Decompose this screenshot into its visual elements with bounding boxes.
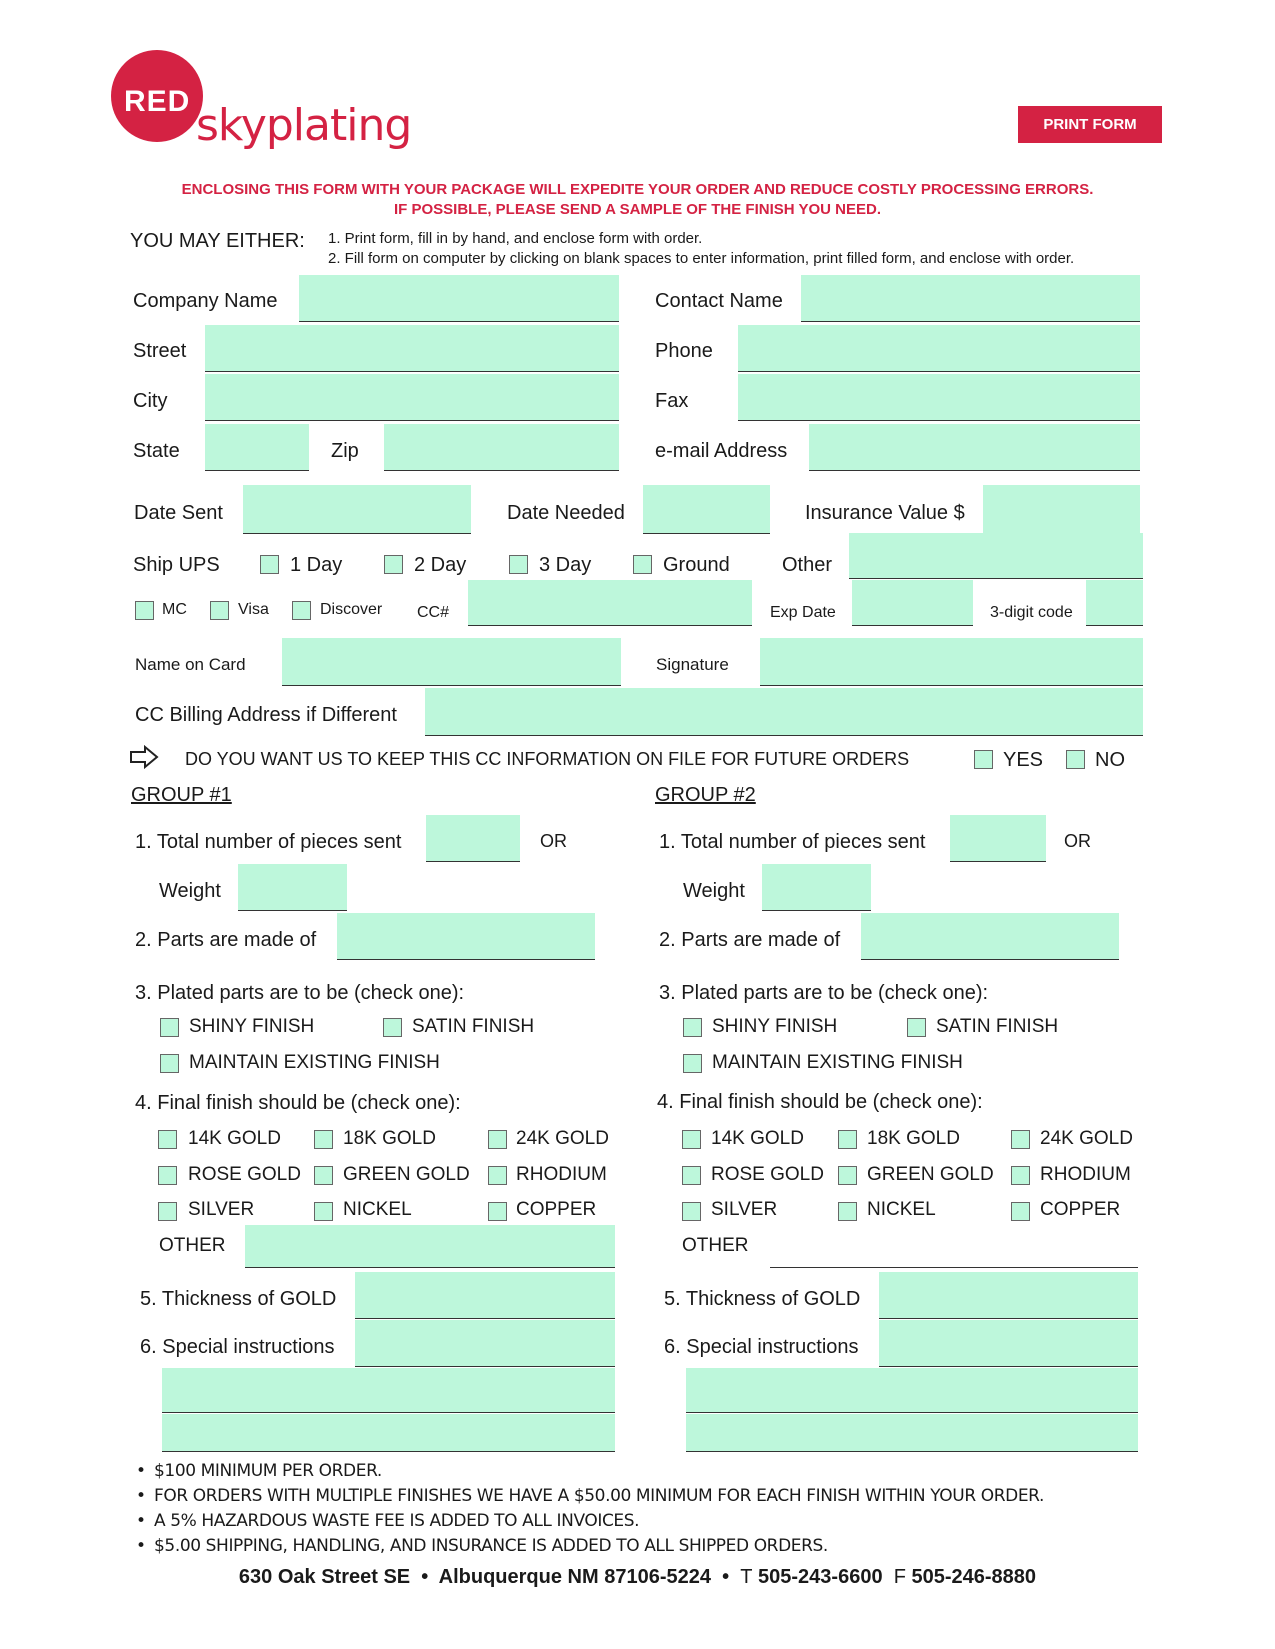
group2-rhodium-label: RHODIUM bbox=[1040, 1164, 1131, 1185]
cvv-field[interactable] bbox=[1086, 580, 1143, 626]
group2-maintain-checkbox[interactable] bbox=[683, 1054, 702, 1073]
group1-silver-label: SILVER bbox=[188, 1199, 255, 1220]
group1-satin-checkbox[interactable] bbox=[383, 1018, 402, 1037]
group2-thickness-label: 5. Thickness of GOLD bbox=[664, 1288, 861, 1310]
group1-copper-checkbox[interactable] bbox=[488, 1202, 507, 1221]
group1-special-field-2[interactable] bbox=[162, 1368, 615, 1413]
group1-other-field[interactable] bbox=[245, 1225, 615, 1268]
cvv-label: 3-digit code bbox=[990, 604, 1073, 621]
group1-rose-checkbox[interactable] bbox=[158, 1166, 177, 1185]
footer-fax: 505-246-8880 bbox=[911, 1566, 1037, 1588]
group1-pieces-label: 1. Total number of pieces sent bbox=[135, 831, 402, 853]
group2-weight-field[interactable] bbox=[762, 864, 871, 911]
date-needed-label: Date Needed bbox=[507, 502, 625, 524]
group1-maintain-label: MAINTAIN EXISTING FINISH bbox=[189, 1052, 440, 1073]
group2-other-label: OTHER bbox=[682, 1235, 749, 1256]
name-on-card-label: Name on Card bbox=[135, 655, 246, 674]
footer-fax-label: F bbox=[893, 1566, 906, 1588]
billing-address-field[interactable] bbox=[425, 688, 1143, 736]
group1-copper-label: COPPER bbox=[516, 1199, 597, 1220]
group2-plated-label: 3. Plated parts are to be (check one): bbox=[659, 982, 989, 1004]
group2-special-field-3[interactable] bbox=[686, 1414, 1138, 1452]
footer-phone-label: T bbox=[740, 1566, 753, 1588]
discover-checkbox[interactable] bbox=[292, 601, 311, 620]
mc-label: MC bbox=[162, 601, 187, 618]
contact-name-field[interactable] bbox=[801, 275, 1140, 322]
exp-date-label: Exp Date bbox=[770, 604, 836, 621]
logo-sky-text: skyplating bbox=[196, 100, 412, 151]
keep-on-file-yes-label: YES bbox=[1003, 749, 1044, 771]
group1-shiny-label: SHINY FINISH bbox=[189, 1016, 315, 1037]
group2-made-of-label: 2. Parts are made of bbox=[659, 929, 841, 951]
group2-pieces-field[interactable] bbox=[950, 815, 1046, 862]
email-field[interactable] bbox=[809, 424, 1140, 471]
insurance-value-label: Insurance Value $ bbox=[805, 502, 965, 524]
group1-silver-checkbox[interactable] bbox=[158, 1202, 177, 1221]
ship-2day-checkbox[interactable] bbox=[384, 555, 403, 574]
discover-label: Discover bbox=[320, 601, 383, 618]
group1-shiny-checkbox[interactable] bbox=[160, 1018, 179, 1037]
term-item: • $100 MINIMUM PER ORDER. bbox=[136, 1459, 1044, 1484]
group2-made-of-field[interactable] bbox=[861, 913, 1119, 960]
instructions-label: YOU MAY EITHER: bbox=[130, 230, 305, 252]
fax-label: Fax bbox=[655, 390, 689, 412]
zip-field[interactable] bbox=[384, 424, 619, 471]
keep-on-file-yes-checkbox[interactable] bbox=[974, 750, 993, 769]
group1-other-label: OTHER bbox=[159, 1235, 226, 1256]
group2-satin-label: SATIN FINISH bbox=[936, 1016, 1059, 1037]
group1-24k-checkbox[interactable] bbox=[488, 1130, 507, 1149]
footer-address bbox=[0, 1566, 1275, 1589]
term-item: • FOR ORDERS WITH MULTIPLE FINISHES WE HAVE A $50.00 MINIMUM FOR EACH FINISH WITHIN YOUR ORDER. bbox=[136, 1484, 1044, 1509]
group2-or-label: OR bbox=[1064, 831, 1091, 851]
group2-18k-checkbox[interactable] bbox=[838, 1130, 857, 1149]
phone-field[interactable] bbox=[738, 325, 1140, 372]
name-on-card-field[interactable] bbox=[282, 638, 621, 686]
instructions-item-1: 1. Print form, fill in by hand, and enclose form with order. bbox=[328, 230, 703, 247]
state-field[interactable] bbox=[205, 424, 309, 471]
city-label: City bbox=[133, 390, 168, 412]
exp-date-field[interactable] bbox=[852, 580, 973, 626]
date-sent-field[interactable] bbox=[243, 485, 471, 534]
group2-silver-checkbox[interactable] bbox=[682, 1202, 701, 1221]
instructions-item-2: 2. Fill form on computer by clicking on blank spaces to enter information, print filled form, and enclose with order. bbox=[328, 250, 1075, 267]
group1-thickness-label: 5. Thickness of GOLD bbox=[140, 1288, 337, 1310]
group1-nickel-checkbox[interactable] bbox=[314, 1202, 333, 1221]
group1-18k-label: 18K GOLD bbox=[343, 1128, 436, 1149]
group1-final-label: 4. Final finish should be (check one): bbox=[135, 1092, 461, 1114]
footer-separator: • bbox=[722, 1566, 730, 1588]
group2-14k-label: 14K GOLD bbox=[711, 1128, 804, 1149]
group1-or-label: OR bbox=[540, 831, 567, 851]
company-name-label: Company Name bbox=[133, 290, 278, 312]
group2-shiny-checkbox[interactable] bbox=[683, 1018, 702, 1037]
group2-pieces-label: 1. Total number of pieces sent bbox=[659, 831, 926, 853]
city-field[interactable] bbox=[205, 374, 619, 421]
ship-other-label: Other bbox=[782, 554, 833, 576]
group2-other-line[interactable] bbox=[770, 1225, 1138, 1268]
group1-green-checkbox[interactable] bbox=[314, 1166, 333, 1185]
group1-maintain-checkbox[interactable] bbox=[160, 1054, 179, 1073]
group2-24k-checkbox[interactable] bbox=[1011, 1130, 1030, 1149]
group2-copper-checkbox[interactable] bbox=[1011, 1202, 1030, 1221]
group2-24k-label: 24K GOLD bbox=[1040, 1128, 1133, 1149]
group1-14k-checkbox[interactable] bbox=[158, 1130, 177, 1149]
group1-thickness-field[interactable] bbox=[355, 1272, 615, 1319]
group1-special-field-1[interactable] bbox=[355, 1320, 615, 1367]
footer-street: 630 Oak Street SE bbox=[238, 1566, 411, 1588]
group2-thickness-field[interactable] bbox=[879, 1272, 1138, 1319]
ship-ups-label: Ship UPS bbox=[133, 554, 220, 576]
group1-rose-label: ROSE GOLD bbox=[188, 1164, 301, 1185]
group2-green-label: GREEN GOLD bbox=[867, 1164, 994, 1185]
keep-on-file-no-label: NO bbox=[1095, 749, 1125, 771]
ship-2day-label: 2 Day bbox=[414, 554, 467, 576]
group2-copper-label: COPPER bbox=[1040, 1199, 1121, 1220]
ship-3day-checkbox[interactable] bbox=[509, 555, 528, 574]
ship-ground-label: Ground bbox=[663, 554, 730, 576]
keep-on-file-question: DO YOU WANT US TO KEEP THIS CC INFORMATION ON FILE FOR FUTURE ORDERS bbox=[185, 749, 910, 769]
group2-weight-label: Weight bbox=[683, 880, 745, 902]
terms-list bbox=[136, 1459, 1044, 1559]
email-label: e-mail Address bbox=[655, 440, 788, 462]
group2-shiny-label: SHINY FINISH bbox=[712, 1016, 838, 1037]
group1-weight-label: Weight bbox=[159, 880, 221, 902]
ship-other-field[interactable] bbox=[849, 533, 1143, 579]
phone-label: Phone bbox=[655, 340, 713, 362]
street-field[interactable] bbox=[205, 325, 619, 372]
group2-14k-checkbox[interactable] bbox=[682, 1130, 701, 1149]
signature-label: Signature bbox=[656, 655, 729, 674]
group2-rose-label: ROSE GOLD bbox=[711, 1164, 824, 1185]
date-sent-label: Date Sent bbox=[134, 502, 223, 524]
zip-label: Zip bbox=[331, 440, 359, 462]
group1-rhodium-checkbox[interactable] bbox=[488, 1166, 507, 1185]
group1-18k-checkbox[interactable] bbox=[314, 1130, 333, 1149]
group1-special-field-3[interactable] bbox=[162, 1414, 615, 1452]
footer-phone: 505-243-6600 bbox=[758, 1566, 883, 1588]
group2-title: GROUP #2 bbox=[655, 784, 756, 806]
fax-field[interactable] bbox=[738, 374, 1140, 421]
group1-plated-label: 3. Plated parts are to be (check one): bbox=[135, 982, 465, 1004]
group1-made-of-label: 2. Parts are made of bbox=[135, 929, 317, 951]
group1-rhodium-label: RHODIUM bbox=[516, 1164, 607, 1185]
ship-3day-label: 3 Day bbox=[539, 554, 592, 576]
group1-24k-label: 24K GOLD bbox=[516, 1128, 609, 1149]
group2-18k-label: 18K GOLD bbox=[867, 1128, 960, 1149]
group2-rose-checkbox[interactable] bbox=[682, 1166, 701, 1185]
group1-pieces-field[interactable] bbox=[426, 815, 520, 862]
group1-green-label: GREEN GOLD bbox=[343, 1164, 470, 1185]
group2-maintain-label: MAINTAIN EXISTING FINISH bbox=[712, 1052, 963, 1073]
date-needed-field[interactable] bbox=[643, 485, 770, 534]
term-item: • A 5% HAZARDOUS WASTE FEE IS ADDED TO ALL INVOICES. bbox=[136, 1509, 1044, 1534]
billing-address-label: CC Billing Address if Different bbox=[135, 704, 397, 726]
group1-title: GROUP #1 bbox=[131, 784, 232, 806]
group2-nickel-label: NICKEL bbox=[867, 1199, 936, 1220]
ship-1day-label: 1 Day bbox=[290, 554, 343, 576]
visa-label: Visa bbox=[238, 601, 269, 618]
notice-line-2: IF POSSIBLE, PLEASE SEND A SAMPLE OF THE FINISH YOU NEED. bbox=[393, 201, 881, 218]
term-item: • $5.00 SHIPPING, HANDLING, AND INSURANCE IS ADDED TO ALL SHIPPED ORDERS. bbox=[136, 1534, 1044, 1559]
keep-on-file-no-checkbox[interactable] bbox=[1066, 750, 1085, 769]
logo-red-text: RED bbox=[124, 85, 191, 118]
cc-number-field[interactable] bbox=[468, 580, 752, 626]
group1-special-label: 6. Special instructions bbox=[140, 1336, 335, 1358]
signature-field[interactable] bbox=[760, 638, 1143, 686]
mc-checkbox[interactable] bbox=[135, 601, 154, 620]
group2-green-checkbox[interactable] bbox=[838, 1166, 857, 1185]
group2-special-field-2[interactable] bbox=[686, 1368, 1138, 1413]
group2-satin-checkbox[interactable] bbox=[907, 1018, 926, 1037]
arrow-right-icon bbox=[129, 745, 159, 769]
notice-line-1: ENCLOSING THIS FORM WITH YOUR PACKAGE WILL EXPEDITE YOUR ORDER AND REDUCE COSTLY PROCESSING ERRORS. bbox=[181, 181, 1094, 198]
group2-final-label: 4. Final finish should be (check one): bbox=[657, 1091, 983, 1113]
company-name-field[interactable] bbox=[299, 275, 619, 322]
cc-number-label: CC# bbox=[417, 604, 450, 621]
group1-satin-label: SATIN FINISH bbox=[412, 1016, 535, 1037]
group1-made-of-field[interactable] bbox=[337, 913, 595, 960]
group2-special-label: 6. Special instructions bbox=[664, 1336, 859, 1358]
group2-special-field-1[interactable] bbox=[879, 1320, 1138, 1367]
state-label: State bbox=[133, 440, 180, 462]
footer-city: Albuquerque NM 87106-5224 bbox=[438, 1566, 711, 1588]
contact-name-label: Contact Name bbox=[655, 290, 783, 312]
ship-ground-checkbox[interactable] bbox=[633, 555, 652, 574]
group1-weight-field[interactable] bbox=[238, 864, 347, 911]
group1-nickel-label: NICKEL bbox=[343, 1199, 412, 1220]
group2-nickel-checkbox[interactable] bbox=[838, 1202, 857, 1221]
print-form-button[interactable]: PRINT FORM bbox=[1018, 106, 1162, 143]
group2-silver-label: SILVER bbox=[711, 1199, 778, 1220]
group1-14k-label: 14K GOLD bbox=[188, 1128, 281, 1149]
insurance-value-field[interactable] bbox=[983, 485, 1140, 534]
group2-rhodium-checkbox[interactable] bbox=[1011, 1166, 1030, 1185]
footer-separator: • bbox=[421, 1566, 429, 1588]
street-label: Street bbox=[133, 340, 187, 362]
ship-1day-checkbox[interactable] bbox=[260, 555, 279, 574]
visa-checkbox[interactable] bbox=[210, 601, 229, 620]
